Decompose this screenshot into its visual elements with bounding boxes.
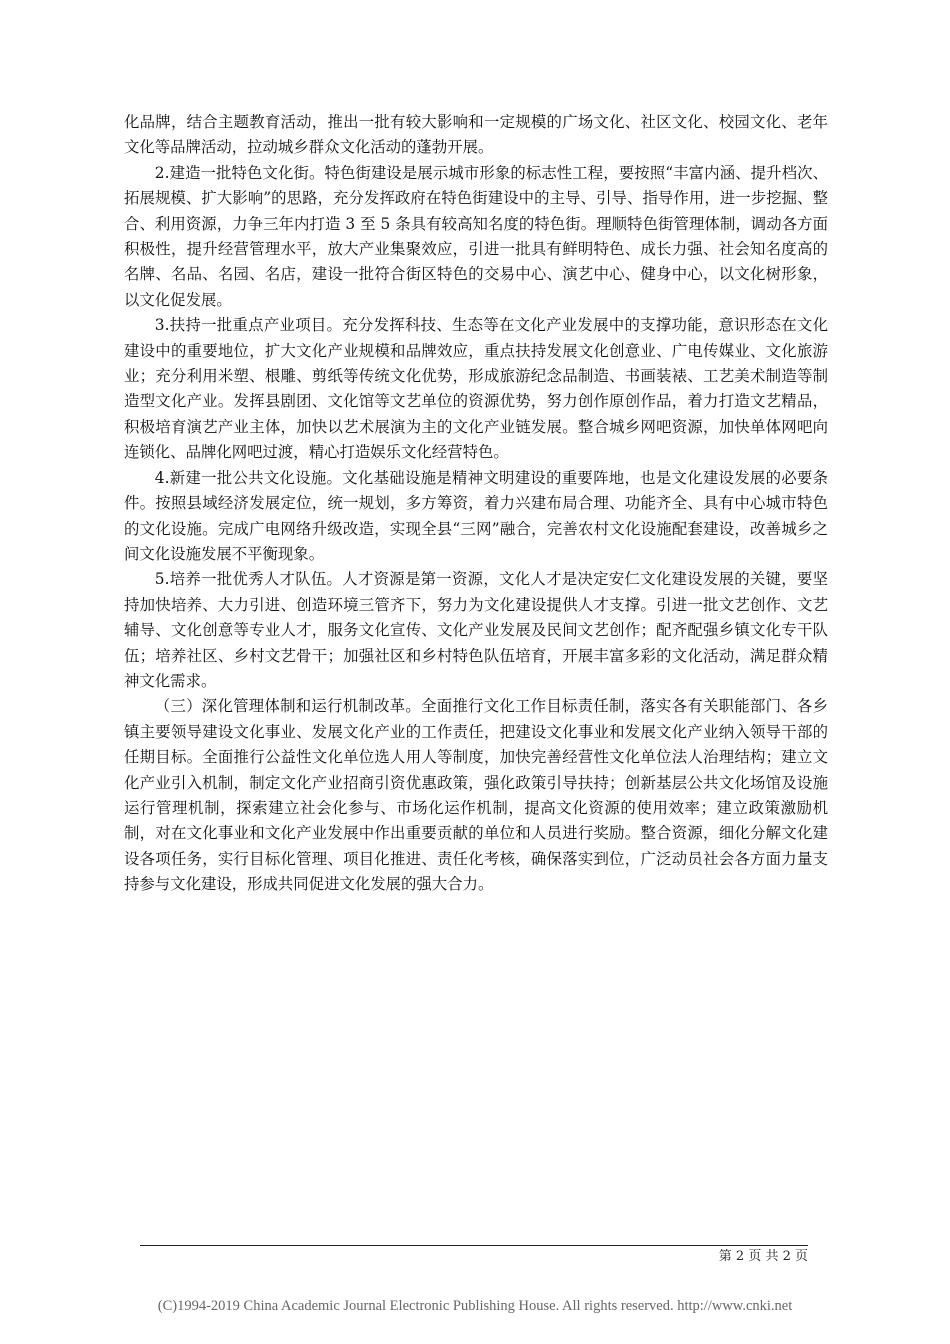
paragraph-management-reform: （三）深化管理体制和运行机制改革。全面推行文化工作目标责任制，落实各有关职能部门、各乡镇主要领导建设文化事业、发展文化产业的工作责任，把建设文化事业和发展文化产业纳入领导干部的任期目标。全面推行公益性文化单位选人用人等制度，加快完善经营性文化单位法人治理结构；建立文化产业引入机制，制定文化产业招商引资优惠政策，强化政策引导扶持；创新基层公共文化场馆及设施运行管理机制，探索建立社会化参与、市场化运作机制，提高文化资源的使用效率；建立政策激励机制，对在文化事业和文化产业发展中作出重要贡献的单位和人员进行奖励。整合资源，细化分解文化建设各项任务，实行目标化管理、项目化推进、责任化考核，确保落实到位，广泛动员社会各方面力量支持参与文化建设，形成共同促进文化发展的强大合力。 [124, 697, 828, 894]
paragraph-public-culture-facilities: 4.新建一批公共文化设施。文化基础设施是精神文明建设的重要阵地，也是文化建设发展的必要条件。按照县域经济发展定位，统一规划，多方筹资，着力兴建布局合理、功能齐全、具有中心城市特色的文化设施。完成广电网络升级改造，实现全县“三网”融合，完善农村文化设施配套建设，改善城乡之间文化设施发展不平衡现象。 [124, 468, 828, 563]
paragraph-special-culture-street: 2.建造一批特色文化街。特色街建设是展示城市形象的标志性工程，要按照“丰富内涵、提升档次、拓展规模、扩大影响”的思路，充分发挥政府在特色街建设中的主导、引导、指导作用，进一步挖掘、整合、利用资源，力争三年内打造 3 至 5 条具有较高知名度的特色街。理顺特色街管理体制，调动各方面积极性，提升经营管理水平，放大产业集聚效应，引进一批具有鲜明特色、成长力强、社会知名度高的名牌、名品、名园、名店，建设一批符合街区特色的交易中心、演艺中心、健身中心，以文化树形象，以文化促发展。 [124, 163, 828, 309]
document-body [124, 110, 828, 898]
page-number: 第 2 页 共 2 页 [718, 1249, 808, 1264]
paragraph-talent-team: 5.培养一批优秀人才队伍。人才资源是第一资源，文化人才是决定安仁文化建设发展的关键，要坚持加快培养、大力引进、创造环境三管齐下，努力为文化建设提供人才支撑。引进一批文艺创作、文艺辅导、文化创意等专业人才，服务文化宣传、文化产业发展及民间文艺创作；配齐配强乡镇文化专干队伍；培养社区、乡村文艺骨干；加强社区和乡村特色队伍培育，开展丰富多彩的文化活动，满足群众精神文化需求。 [124, 570, 828, 690]
paragraph-key-industry-projects: 3.扶持一批重点产业项目。充分发挥科技、生态等在文化产业发展中的支撑功能，意识形态在文化建设中的重要地位，扩大文化产业规模和品牌效应，重点扶持发展文化创意业、广电传媒业、文化旅游业；充分利用米塑、根雕、剪纸等传统文化优势，形成旅游纪念品制造、书画装裱、工艺美术制造等制造型文化产业。发挥县剧团、文化馆等文艺单位的资源优势，努力创作原创作品，着力打造文艺精品，积极培育演艺产业主体，加快以艺术展演为主的文化产业链发展。整合城乡网吧资源，加快单体网吧向连锁化、品牌化网吧过渡，精心打造娱乐文化经营特色。 [124, 316, 828, 462]
paragraph-continuation: 化品牌，结合主题教育活动，推出一批有较大影响和一定规模的广场文化、社区文化、校园文化、老年文化等品牌活动，拉动城乡群众文化活动的蓬勃开展。 [124, 113, 828, 157]
footer-divider [140, 1245, 808, 1246]
copyright-notice: (C)1994-2019 China Academic Journal Electronic Publishing House. All rights reserved. http://www.cnki.net [157, 1298, 793, 1314]
